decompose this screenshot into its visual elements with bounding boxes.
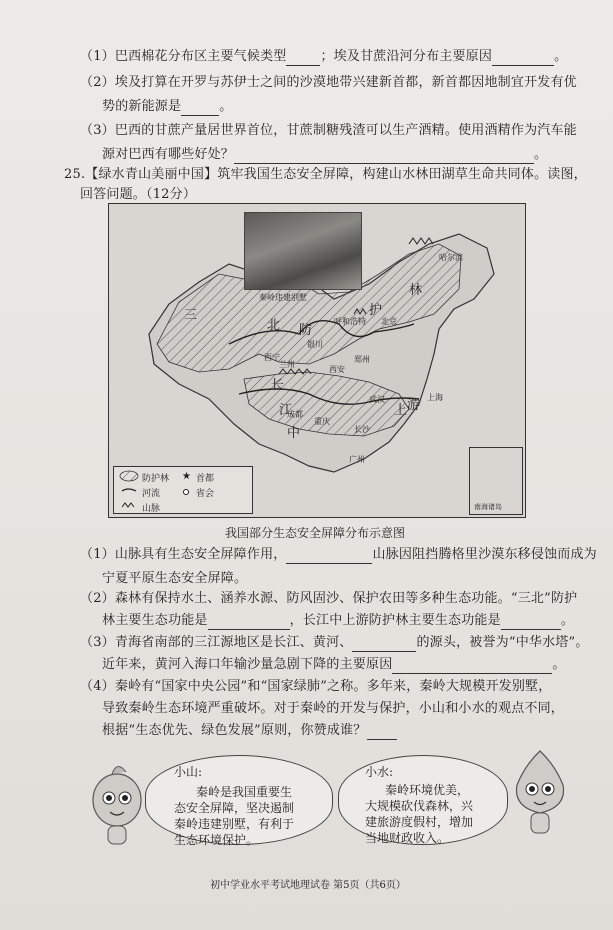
q24-3b bbox=[102, 146, 547, 164]
q24-3 bbox=[80, 122, 577, 140]
q25-1b-text: 宁夏平原生态安全屏障。 bbox=[102, 571, 248, 586]
label-shang: 上 bbox=[394, 403, 408, 418]
answer-blank[interactable] bbox=[234, 150, 534, 164]
xiaoshui-line-4: 当地财政收入。 bbox=[365, 831, 450, 845]
xiaoshui-mascot-icon bbox=[505, 745, 575, 845]
q24-2 bbox=[80, 74, 577, 92]
xiaoshui-bubble bbox=[338, 755, 508, 845]
china-map bbox=[108, 203, 526, 518]
label-beijing: 北京 bbox=[381, 317, 397, 326]
answer-blank[interactable] bbox=[352, 638, 416, 652]
q25-title2-text: 回答问题。（12分） bbox=[80, 187, 197, 202]
label-lin: 林 bbox=[409, 283, 423, 298]
mountain-1 bbox=[409, 238, 433, 244]
label-san: 三 bbox=[184, 308, 198, 323]
answer-blank[interactable] bbox=[181, 102, 219, 116]
answer-blank[interactable] bbox=[501, 616, 561, 630]
label-chengdu: 成都 bbox=[287, 410, 303, 419]
q25-3-text-a: （3）青海省南部的三江源地区是长江、黄河、 bbox=[80, 635, 353, 650]
label-hohhot: 呼和浩特 bbox=[334, 317, 366, 326]
answer-blank[interactable] bbox=[208, 616, 290, 630]
q25-4-text: （4）秦岭有“国家中央公园”和“国家绿肺”之称。多年来，秦岭大规模开发别墅， bbox=[80, 679, 552, 694]
q25-3-text-b: 的源头，被誉为“中华水塔”。 bbox=[416, 635, 589, 650]
xiaoshan-line-3: 秦岭违建别墅，有利于 bbox=[174, 817, 295, 831]
answer-blank[interactable] bbox=[367, 726, 397, 740]
q25-2-text: （2）森林有保持水土、涵养水源、防风固沙、保护农田等多种生态功能。“三北”防护 bbox=[80, 591, 578, 606]
map-caption: 我国部分生态安全屏障分布示意图 bbox=[225, 526, 406, 540]
q25-1b bbox=[102, 570, 247, 588]
label-fang: 防 bbox=[299, 323, 313, 338]
q25-1-text-b: 山脉因阻挡腾格里沙漠东移侵蚀而成为 bbox=[372, 547, 597, 562]
q24-3b-end: 。 bbox=[534, 147, 548, 162]
q24-1-text-a: （1）巴西棉花分布区主要气候类型 bbox=[80, 49, 287, 64]
q25-3 bbox=[80, 634, 589, 652]
q24-2b-end: 。 bbox=[219, 99, 233, 114]
label-lanzhou: 兰州 bbox=[279, 360, 295, 369]
legend-capital: 首都 bbox=[196, 474, 215, 484]
q24-2b bbox=[102, 98, 232, 116]
xiaoshui-line-1: 秦岭环境优美， bbox=[385, 783, 470, 797]
q25-3b-end: 。 bbox=[552, 657, 566, 672]
q25-title-text: 25.【绿水青山美丽中国】筑牢我国生态安全屏障，构建山水林田湖草生命共同体。读图， bbox=[64, 167, 587, 182]
q24-2-text: （2）埃及打算在开罗与苏伊士之间的沙漠地带兴建新首都，新首都因地制宜开发有优 bbox=[80, 75, 577, 90]
answer-blank[interactable] bbox=[392, 660, 552, 674]
q24-1-text-b: ；埃及甘蔗沿河分布主要原因 bbox=[320, 49, 493, 64]
legend-mountain: 山脉 bbox=[142, 504, 161, 514]
label-xian: 西安 bbox=[329, 365, 345, 374]
label-hu: 护 bbox=[369, 303, 383, 318]
xiaoshui-line-3: 建旅游度假村，增加 bbox=[365, 815, 474, 829]
q25-4b-text: 导致秦岭生态环境严重破坏。对于秦岭的开发与保护，小山和小水的观点不同， bbox=[102, 701, 565, 716]
q25-2b-text-a: 林主要生态功能是 bbox=[102, 613, 208, 628]
label-yinchuan: 银川 bbox=[307, 340, 323, 349]
south-sea-label: 南海诸岛 bbox=[474, 503, 502, 511]
label-guangzhou: 广州 bbox=[349, 455, 365, 464]
label-chang: 长 bbox=[271, 378, 285, 393]
qinling-villa-photo bbox=[244, 212, 362, 290]
q25-2b-end: 。 bbox=[560, 613, 575, 628]
legend-forest: 防护林 bbox=[142, 474, 170, 484]
legend-symbols bbox=[114, 467, 252, 513]
xiaoshui-name: 小水: bbox=[365, 765, 394, 779]
q25-2b-text-b: ，长江中上游防护林主要生态功能是 bbox=[289, 613, 501, 628]
q25-2 bbox=[80, 590, 577, 608]
page-footer: 初中学业水平考试地理试卷 第5页（共6页） bbox=[210, 880, 406, 891]
label-shanghai: 上海 bbox=[427, 393, 443, 402]
q25-4 bbox=[80, 678, 551, 696]
label-changsha: 长沙 bbox=[354, 425, 370, 434]
label-you: 游 bbox=[407, 398, 421, 413]
q24-2b-text: 势的新能源是 bbox=[102, 99, 182, 114]
label-jiang: 江 bbox=[279, 403, 293, 418]
xiaoshan-line-4: 生态环境保护。 bbox=[174, 833, 259, 847]
xiaoshan-name: 小山: bbox=[174, 765, 203, 779]
xiaoshan-line-2: 态安全屏障，坚决遏制 bbox=[174, 801, 295, 815]
q24-3-text: （3）巴西的甘蔗产量居世界首位，甘蔗制糖残渣可以生产酒精。使用酒精作为汽车能 bbox=[80, 123, 577, 138]
photo-caption: 秦岭违建别墅 bbox=[259, 293, 307, 302]
xiaoshan-bubble bbox=[145, 755, 333, 845]
label-wuhan: 武汉 bbox=[369, 395, 385, 404]
label-zhengzhou: 郑州 bbox=[354, 355, 370, 364]
q25-title bbox=[64, 166, 587, 184]
answer-blank[interactable] bbox=[492, 52, 554, 66]
legend-province: 省会 bbox=[196, 489, 215, 499]
label-chongqing: 重庆 bbox=[314, 417, 330, 426]
answer-blank[interactable] bbox=[286, 550, 372, 564]
q24-1 bbox=[80, 48, 567, 66]
q25-2b bbox=[102, 612, 574, 630]
xiaoshan-line-1: 秦岭是我国重要生 bbox=[196, 785, 293, 799]
q25-4b bbox=[102, 700, 564, 718]
label-bei: 北 bbox=[267, 318, 281, 333]
q25-4c bbox=[102, 722, 397, 740]
xiaoshan-mascot-icon bbox=[82, 760, 152, 850]
q25-1 bbox=[80, 546, 597, 564]
q25-4c-text: 根据“生态优先、绿色发展”原则，你赞成谁？ bbox=[102, 723, 367, 738]
q25-1-text-a: （1）山脉具有生态安全屏障作用， bbox=[80, 547, 287, 562]
q24-1-text-c: 。 bbox=[554, 49, 568, 64]
q25-3b-text: 近年来，黄河入海口年输沙量急剧下降的主要原因 bbox=[102, 657, 393, 672]
q25-title-2 bbox=[80, 186, 196, 204]
label-xining: 西宁 bbox=[264, 353, 280, 362]
south-sea-inset bbox=[469, 447, 523, 515]
q24-3b-text: 源对巴西有哪些好处？ bbox=[102, 147, 235, 162]
q25-3b bbox=[102, 656, 566, 674]
xiaoshui-line-2: 大规模砍伐森林，兴 bbox=[365, 799, 474, 813]
label-harbin: 哈尔滨 bbox=[439, 253, 463, 262]
map-legend bbox=[113, 466, 253, 514]
legend-river: 河流 bbox=[142, 489, 161, 499]
svg-text:★: ★ bbox=[182, 471, 191, 482]
label-zhong: 中 bbox=[287, 426, 301, 441]
answer-blank[interactable] bbox=[286, 52, 320, 66]
